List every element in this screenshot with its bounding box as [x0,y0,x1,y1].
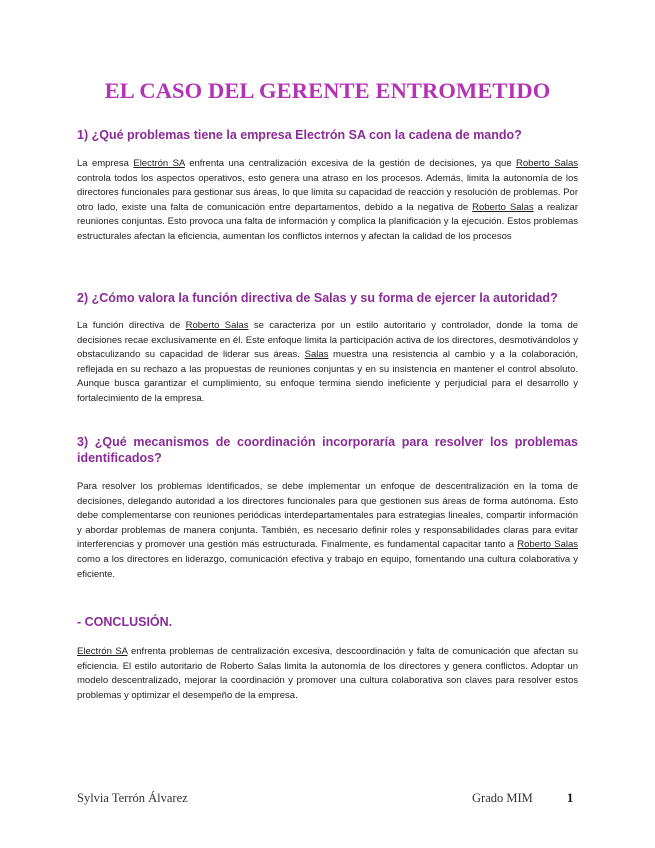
text-run: controla todos los aspectos operativos, esto genera una atraso en los procesos. Además, limita la autonomía de los directores funcionales para gestionar sus áreas, lo que limita su capacidad de reacción y resolución de problemas. Por otro lado, existe una falta de comunicación entre departamentos, debido a la negativa de [77,172,578,213]
manager-name: Roberto Salas [472,201,534,213]
section-3-paragraph [77,480,578,582]
text-run: Para resolver los problemas identificados, se debe implementar un enfoque de descentralización en la toma de decisiones, delegando autoridad a los directores funcionales para que gestionen sus áreas de forma autónoma. Esto debe complementarse con reuniones periódicas interdepartamentales para estrategias lineales, compartir información y abordar problemas de manera conjunta. También, es necesario definir roles y responsabilidades claras para evitar interferencias y promover una gestión más estructurada. Finalmente, es fundamental capacitar tanto a [77,481,578,551]
manager-name: Roberto Salas [185,320,249,331]
section-1-paragraph [77,157,578,245]
footer-author: Sylvia Terrón Álvarez [77,791,188,805]
text-run: enfrenta una centralización excesiva de la gestión de decisiones, ya que [184,158,517,169]
company-name-link: Electrón SA [133,158,185,169]
footer-program: Grado MIM [472,791,533,805]
company-name-link: Electrón SA [77,646,128,657]
document-title: EL CASO DEL GERENTE ENTROMETIDO [104,78,551,103]
conclusion-paragraph [77,645,578,703]
section-1-heading: 1) ¿Qué problemas tiene la empresa Electrón SA con la cadena de mando? [77,128,522,142]
section-3-heading: 3) ¿Qué mecanismos de coordinación incorporaría para resolver los problemas identificados? [77,435,578,465]
text-run: a realizar reuniones conjuntas. Esto provoca una falta de información y complica la planificación y la ejecución. Estos problemas estructurales afectan la eficiencia, aumentan los conflictos internos y afectan la calidad de los procesos [77,201,579,242]
section-2-paragraph [77,319,578,407]
manager-name: Roberto Salas [516,158,579,169]
text-run: muestra una resistencia al cambio y a la colaboración, reflejada en su rechazo a las propuestas de reuniones conjuntas y en su insistencia en mantener el control absoluto. Aunque busca garantizar el cumplimiento, su enfoque termina siendo ineficiente y perjudicial para el desarrollo y fortalecimiento de la empresa. [77,349,578,404]
text-run: enfrenta problemas de centralización excesiva, descoordinación y falta de comunicación que afectan su eficiencia. El estilo autoritario de Roberto Salas limita la autonomía de los directores y genera conflictos. Adoptar un modelo descentralizado, mejorar la coordinación y promover una cultura colaborativa son claves para resolver estos problemas y optimizar el desempeño de la empresa. [77,646,578,701]
text-run: como a los directores en liderazgo, comunicación efectiva y trabajo en equipo, fomentando una cultura colaborativa y eficiente. [77,553,578,580]
footer-page-number: 1 [567,791,574,805]
section-2-heading: 2) ¿Cómo valora la función directiva de Salas y su forma de ejercer la autoridad? [77,291,558,305]
manager-name: Roberto Salas [517,539,578,551]
text-run: se caracteriza por un estilo autoritario y controlador, donde la toma de decisiones recae exclusivamente en él. Este enfoque limita la participación activa de los directores, desmotivándolos y obstaculizando su capacidad de liderar sus áreas. [77,320,579,361]
text-run: La función directiva de [77,320,186,331]
manager-surname: Salas [304,349,329,361]
conclusion-heading: - CONCLUSIÓN. [77,615,173,629]
text-run: La empresa [77,158,134,169]
